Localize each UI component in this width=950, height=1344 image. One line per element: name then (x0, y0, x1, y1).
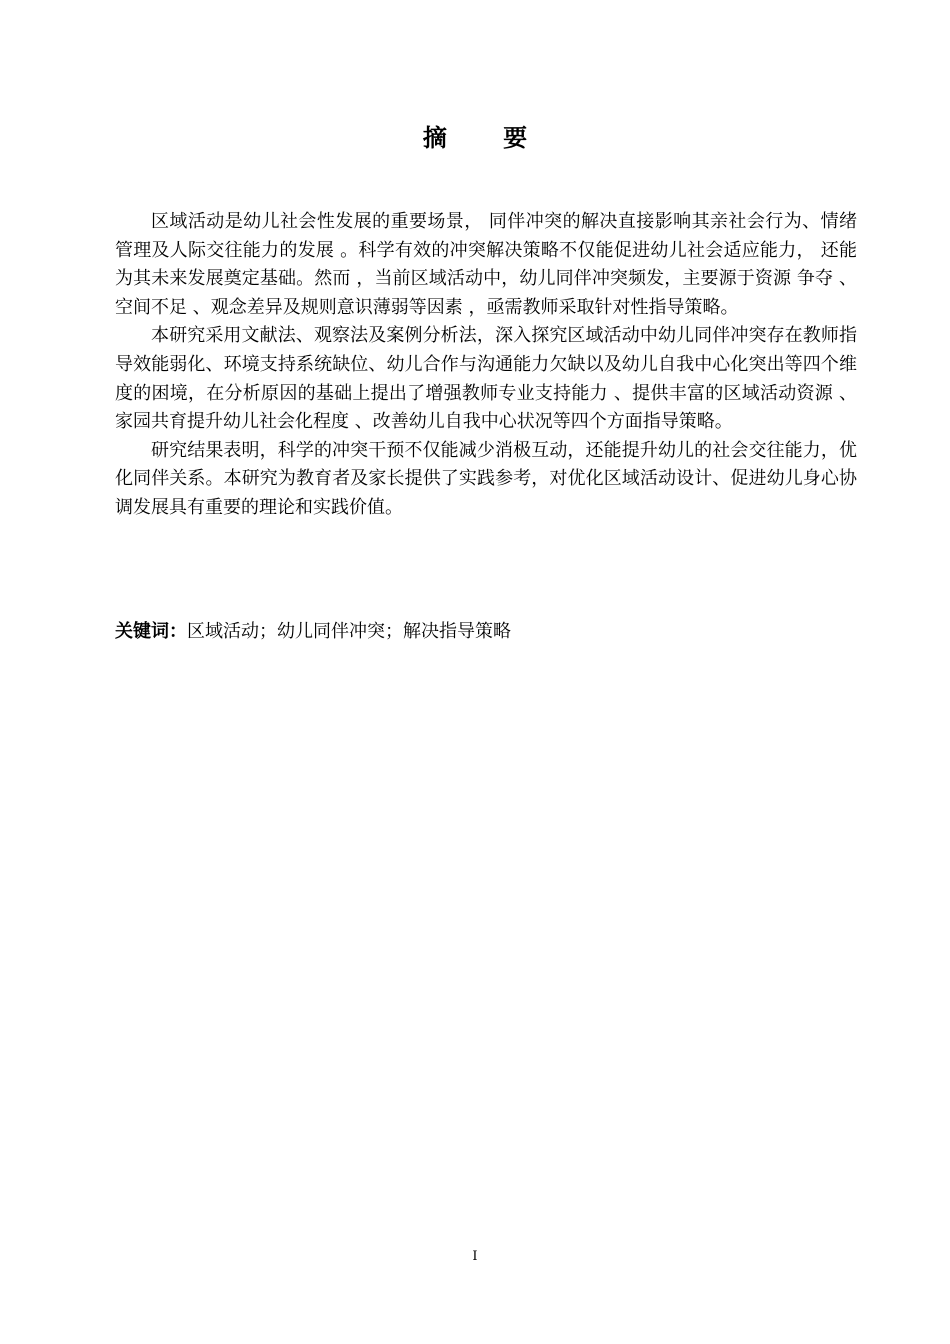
abstract-body (115, 208, 857, 523)
abstract-paragraph-2: 本研究采用文献法、观察法及案例分析法，深入探究区域活动中幼儿同伴冲突存在教师指导效能弱化、环境支持系统缺位、幼儿合作与沟通能力欠缺以及幼儿自我中心化突出等四个维度的困境，在分析原因的基础上提出了增强教师专业支持能力 、提供丰富的区域活动资源 、家园共育提升幼儿社会化程度 、改善幼儿自我中心状况等四个方面指导策略。 (115, 325, 857, 433)
abstract-paragraph-1: 区域活动是幼儿社会性发展的重要场景， 同伴冲突的解决直接影响其亲社会行为、情绪管理及人际交往能力的发展 。科学有效的冲突解决策略不仅能促进幼儿社会适应能力， 还能为其未来发展奠定基础。然而 ，当前区域活动中，幼儿同伴冲突频发，主要源于资源 争夺 、空间不足 、观念差异及规则意识薄弱等因素 ，亟需教师采取针对性指导策略。 (115, 211, 857, 318)
page-number: I (472, 1249, 478, 1264)
page-title: 摘 要 (422, 124, 552, 152)
abstract-paragraph-3: 研究结果表明，科学的冲突干预不仅能减少消极互动，还能提升幼儿的社会交往能力，优化同伴关系。本研究为教育者及家长提供了实践参考，对优化区域活动设计、促进幼儿身心协调发展具有重要的理论和实践价值。 (115, 439, 857, 518)
keywords-line (115, 618, 857, 646)
keywords-text: 区域活动；幼儿同伴冲突；解决指导策略 (187, 621, 511, 642)
keywords-label: 关键词： (115, 621, 187, 642)
